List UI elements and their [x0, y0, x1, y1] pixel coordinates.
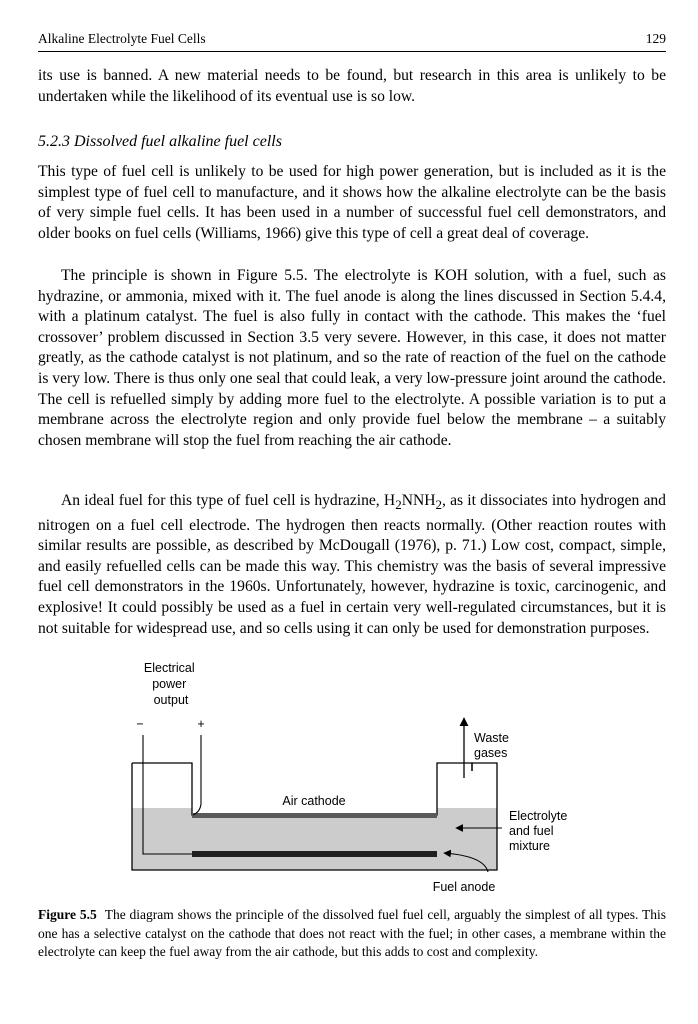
- air-cathode: [192, 813, 437, 818]
- paragraph-3-rest: , as it dissociates into hydrogen and nitrogen on a fuel cell electrode. The hydrogen then reacts normally. (Other reaction routes with similar results are possible, as described by McDougall (1976), p. 71.) Low cost, compact, simple, and easily refuelled cells can be made this way. This chemistry was the basis of several impressive fuel cell demonstrators in the 1960s. Unfortunately, however, hydrazine is toxic, carcinogenic, and explosive! It could possibly be used as a fuel in certain very well-regulated circumstances, but it is not suitable for widespread use, and so cells using it can only be used for demonstration purposes.: [38, 492, 666, 637]
- paragraph-2: The principle is shown in Figure 5.5. The electrolyte is KOH solution, with a fuel, such as hydrazine, or ammonia, mixed with it. The fuel anode is along the lines discussed in Section 5.4.4, with a platinum catalyst. The fuel is also fully in contact with the cathode. This makes the ‘fuel crossover’ problem discussed in Section 3.5 very severe. However, in this case, it does not matter greatly, as the cathode catalyst is not platinum, and so the rate of reaction of the fuel on the cathode is very low. There is thus only one seal that could leak, a very low-pressure joint around the cathode. The cell is refuelled simply by adding more fuel to the electrolyte. A possible variation is to put a membrane across the electrolyte region and only provide fuel below the membrane – a suitably chosen membrane will stop the fuel from reaching the air cathode.: [38, 267, 666, 449]
- continuation-paragraph: its use is banned. A new material needs to be found, but research in this area is unlikely to be undertaken while the likelihood of its eventual use is so low.: [38, 67, 666, 105]
- formula-part: H: [383, 492, 396, 509]
- paragraph-3-lead: An ideal fuel for this type of fuel cell is hydrazine,: [61, 492, 384, 509]
- formula-subscript: 2: [395, 497, 402, 513]
- paragraph-3: [38, 491, 666, 639]
- figure-caption: [38, 906, 666, 962]
- section-heading: 5.2.3 Dissolved fuel alkaline fuel cells: [38, 133, 282, 150]
- caption-text: The diagram shows the principle of the dissolved fuel fuel cell, arguably the simplest of all types. This one has a selective catalyst on the cathode that does not react with the fuel; in other cases, a membrane within the electrolyte can keep the fuel away from the air cathode, but this adds to cost and complexity.: [38, 907, 666, 960]
- formula-part: NNH: [401, 492, 436, 509]
- paragraph-1: This type of fuel cell is unlikely to be used for high power generation, but is included as it is the simplest type of fuel cell to manufacture, and it shows how the alkaline electrolyte can be the basis of very simple fuel cells. It has been used in a number of successful fuel cell demonstrators, and older books on fuel cells (Williams, 1966) give this type of cell a great deal of coverage.: [38, 163, 666, 242]
- waste-gases-label: Waste gases: [474, 731, 509, 760]
- page-number: 129: [645, 31, 666, 46]
- fuel-cell-diagram: [0, 650, 698, 900]
- figure-label: Figure 5.5: [38, 907, 97, 922]
- running-header: [38, 29, 666, 52]
- fuel-anode: [192, 851, 437, 857]
- air-cathode-label: Air cathode: [282, 794, 346, 808]
- minus-terminal-label: −: [136, 717, 144, 731]
- formula-subscript: 2: [435, 497, 442, 513]
- power-output-label: Electrical power output: [143, 661, 195, 707]
- electrolyte-label: Electrolyte and fuel mixture: [509, 809, 568, 853]
- hydrazine-formula: [383, 492, 442, 513]
- chapter-title: Alkaline Electrolyte Fuel Cells: [38, 31, 206, 46]
- positive-wire: [193, 735, 201, 815]
- fuel-anode-label: Fuel anode: [432, 880, 496, 894]
- plus-terminal-label: +: [197, 717, 205, 731]
